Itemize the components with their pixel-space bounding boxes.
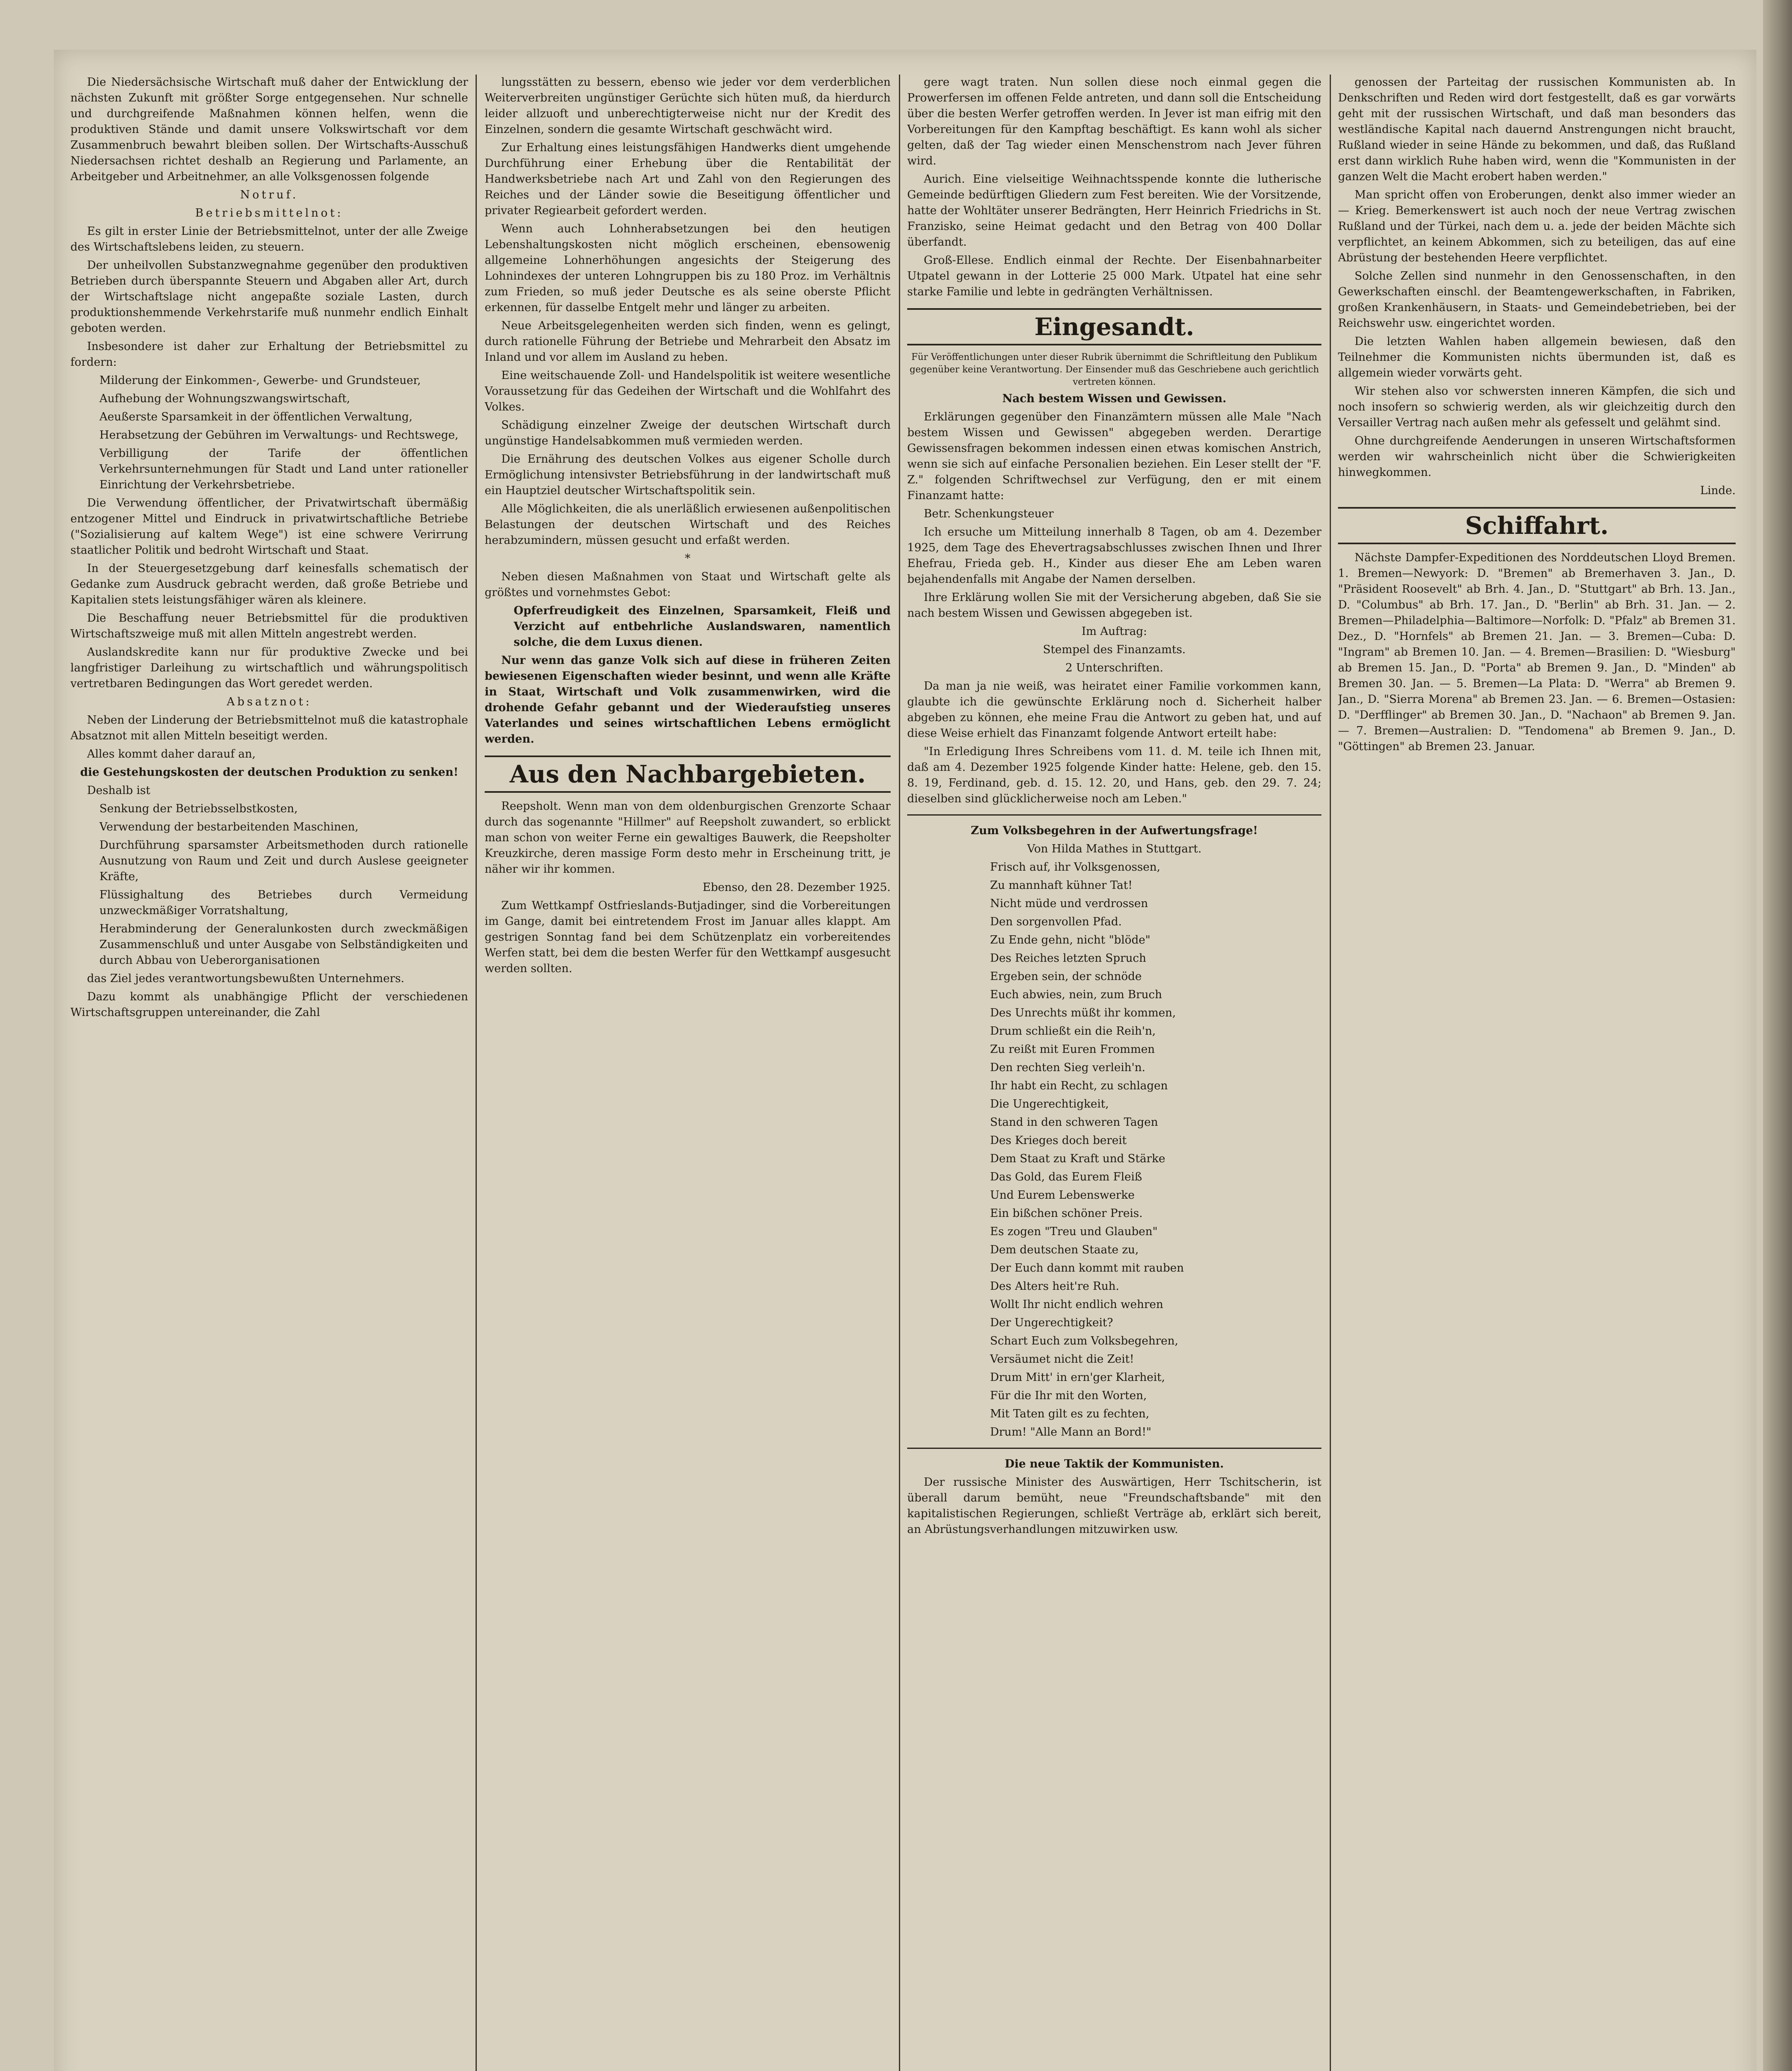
paragraph: Betr. Schenkungsteuer [924, 507, 1054, 520]
article-subtitle: Nach bestem Wissen und Gewissen. [1002, 392, 1227, 405]
poem-line: Es zogen "Treu und Glauben" [990, 1225, 1158, 1238]
paragraph: genossen der Parteitag der russischen Kommunisten ab. In Denkschriften und Reden wird dort festgestellt, daß es gar vorwärts geht mit der russischen Wirtschaft, und daß man besonders das westländische Kapital nach dauernd Anstrengungen nicht braucht, Rußland wieder in seine Hände zu bekommen, und daß, das Rußland erst dann wirklich Ruhe haben wird, wenn die "Kommunisten in der ganzen Welt die Macht erobert haben werden." [1338, 76, 1736, 183]
poem-line: Frisch auf, ihr Volksgenossen, [990, 861, 1161, 874]
poem-line: Mit Taten gilt es zu fechten, [990, 1407, 1150, 1420]
paragraph: Ohne durchgreifende Aenderungen in unseren Wirtschaftsformen werden wir wahrscheinlich nicht über die Schwierigkeiten hinwegkommen. [1338, 434, 1736, 479]
paragraph: Es gilt in erster Linie der Betriebsmittelnot, unter der alle Zweige des Wirtschaftslebens leiden, zu steuern. [70, 225, 468, 253]
paragraph: Zur Erhaltung eines leistungsfähigen Handwerks dient umgehende Durchführung einer Erhebung über die Rentabilität der Handwerksbetriebe nach Art und Zahl von den Regierungen des Reiches und der Länder sowie die Beseitigung öffentlicher und privater Regiearbeit gefordert werden. [485, 141, 891, 217]
poem-line: Der Euch dann kommt mit rauben [990, 1262, 1184, 1274]
paragraph: Neben diesen Maßnahmen von Staat und Wirtschaft gelte als größtes und vornehmstes Gebot: [485, 570, 891, 599]
author-signature: Linde. [1700, 484, 1736, 497]
schiffahrt-title: Schiffahrt. [1338, 507, 1736, 544]
paragraph: Erklärungen gegenüber den Finanzämtern müssen alle Male "Nach bestem Wissen und Gewissen" abgegeben werden. Derartige Gewissensfragen bekommen indessen einen etwas komischen Anstrich, wenn sie sich auf einfache Personalien beziehen. Ein Leser stellt der "F. Z." folgenden Schriftwechsel zur Verfügung, den er mit einem Finanzamt hatte: [907, 410, 1321, 502]
column-divider [899, 75, 900, 2071]
paragraph: Eine weitschauende Zoll- und Handelspolitik ist weitere wesentliche Voraussetzung für das Gedeihen der Wirtschaft und die Wohlfahrt des Volkes. [485, 369, 891, 413]
paragraph: Nächste Dampfer-Expeditionen des Norddeutschen Lloyd Bremen. 1. Bremen—Newyork: D. "Bremen" ab Bremerhaven 3. Jan., D. "Präsident Roosevelt" ab Brh. 4. Jan., D. "Stuttgart" ab Brh. 13. Jan., D. "Columbus" ab Brh. 17. Jan., D. "Berlin" ab Brh. 31. Jan. — 2. Bremen—Philadelphia—Baltimore—Norfolk: D. "Pfalz" ab Bremen 31. Dez., D. "Hornfels" ab Bremen 21. Jan. — 3. Bremen—Cuba: D. "Ingram" ab Bremen 10. Jan. — 4. Bremen—Brasilien: D. "Wiesburg" ab Bremen 15. Jan., D. "Porta" ab Bremen 9. Jan., D. "Minden" ab Bremen 30. Jan. — 5. Bremen—La Plata: D. "Werra" ab Bremen 9. Jan., D. "Sierra Morena" ab Bremen 23. Jan. — 6. Bremen—Ostasien: D. "Derfflinger" ab Bremen 30. Jan., D. "Nachaon" ab Bremen 9. Jan. — 7. Bremen—Australien: D. "Tendomena" ab Bremen 9. Jan., D. "Göttingen" ab Bremen 23. Januar. [1338, 551, 1736, 753]
paragraph: Wenn auch Lohnherabsetzungen bei den heutigen Lebenshaltungskosten nicht möglich erscheinen, ebensowenig allgemeine Lohnerhöhungen angesichts der Steigerung des Lohnindexes der unteren Lohngruppen bis zu 180 Proz. im Verhältnis zum Frieden, so muß jeder Deutsche es als seine oberste Pflicht erkennen, für dasselbe Entgelt mehr und länger zu arbeiten. [485, 222, 891, 314]
signature-line: Im Auftrag: [1082, 625, 1147, 638]
newspaper-page [54, 50, 1756, 2071]
paragraph: Die Ernährung des deutschen Volkes aus eigener Scholle durch Ermöglichung intensivster Betriebsführung in der landwirtschaft muß ein Hauptziel deutscher Wirtschaftspolitik sein. [485, 453, 891, 497]
poem-line: Für die Ihr mit den Worten, [990, 1389, 1147, 1402]
column-2 [485, 75, 891, 2071]
section-subheading: Absatznot: [227, 695, 312, 708]
poem-line: Das Gold, das Eurem Fleiß [990, 1171, 1142, 1183]
list-item: Herabminderung der Generalunkosten durch zweckmäßigen Zusammenschluß und unter Ausgabe von Selbständigkeiten und durch Abbau von Ueberorganisationen [99, 922, 468, 967]
paragraph: Die Beschaffung neuer Betriebsmittel für die produktiven Wirtschaftszweige muß mit allen Mitteln angestrebt werden. [70, 612, 468, 640]
paragraph: "In Erledigung Ihres Schreibens vom 11. d. M. teile ich Ihnen mit, daß am 4. Dezember 1925 folgende Kinder hatte: Helene, geb. den 15. 8. 19, Ferdinand, geb. d. 15. 12. 20, und Hans, geb. den 29. 7. 24; dieselben sind glücklicherweise noch am Leben." [907, 745, 1321, 805]
poem-author: Von Hilda Mathes in Stuttgart. [1027, 842, 1202, 855]
dateline: Ebenso, den 28. Dezember 1925. [703, 881, 891, 894]
paragraph: lungsstätten zu bessern, ebenso wie jeder vor dem verderblichen Weiterverbreiten ungünstiger Gerüchte sich hüten muß, da hierdurch leider allzuoft und unberechtigterweise nicht nur der Kredit des Einzelnen, sondern die gesamte Wirtschaft geschwächt wird. [485, 76, 891, 136]
section-heading: Notruf. [240, 188, 299, 201]
poem-line: Zu reißt mit Euren Frommen [990, 1043, 1155, 1056]
poem-title: Zum Volksbegehren in der Aufwertungsfrage! [971, 824, 1258, 837]
paragraph: Auslandskredite kann nur für produktive Zwecke und bei langfristiger Darleihung zu wirtschaftlich und währungspolitisch vertretbaren Bedingungen das Wort geredet werden. [70, 646, 468, 690]
poem-line: Nicht müde und verdrossen [990, 897, 1148, 910]
poem-line: Drum Mitt' in ern'ger Klarheit, [990, 1371, 1165, 1384]
paragraph: Reepsholt. Wenn man von dem oldenburgischen Grenzorte Schaar durch das sogenannte "Hillmer" auf Reepsholt zuwandert, so erblickt man schon von weiter Ferne ein gewaltiges Bauwerk, die Reepsholter Kreuzkirche, deren massige Form desto mehr in Erscheinung tritt, je näher wir ihr kommen. [485, 800, 891, 876]
page-edge [1763, 0, 1792, 2071]
column-4 [1338, 75, 1736, 2071]
signature-line: 2 Unterschriften. [1065, 661, 1164, 674]
paragraph: Groß-Ellese. Endlich einmal der Rechte. Der Eisenbahnarbeiter Utpatel gewann in der Lotterie 25 000 Mark. Utpatel hat eine sehr starke Familie und lebte in gedrängten Verhältnissen. [907, 254, 1321, 298]
poem-line: Schart Euch zum Volksbegehren, [990, 1335, 1179, 1347]
paragraph: Alles kommt daher darauf an, [87, 748, 256, 760]
paragraph: Nur wenn das ganze Volk sich auf diese in früheren Zeiten bewiesenen Eigenschaften wieder besinnt, und wenn alle Kräfte in Staat, Wirtschaft und Volk zusammenwirken, wird die drohende Gefahr gebannt und der Wiederaufstieg unseres Vaterlandes und seines wirtschaftlichen Lebens ermöglicht werden. [485, 654, 891, 746]
poem-line: Zu Ende gehn, nicht "blöde" [990, 934, 1151, 946]
poem-line: Dem deutschen Staate zu, [990, 1243, 1139, 1256]
poem-line: Drum! "Alle Mann an Bord!" [990, 1426, 1152, 1439]
editorial-note: Für Veröffentlichungen unter dieser Rubrik übernimmt die Schriftleitung den Publikum gegenüber keine Verantwortung. Der Einsender muß das Geschriebene auch gerichtlich vertreten können. [909, 352, 1319, 387]
poem-line: Stand in den schweren Tagen [990, 1116, 1158, 1129]
poem-line: Drum schließt ein die Reih'n, [990, 1025, 1156, 1038]
paragraph: Ihre Erklärung wollen Sie mit der Versicherung abgeben, daß Sie sie nach bestem Wissen und Gewissen abgegeben ist. [907, 591, 1321, 620]
column-3 [907, 75, 1321, 2071]
section-subheading: Betriebsmittelnot: [195, 207, 343, 220]
separator-asterisk: * [685, 552, 691, 565]
list-item: Durchführung sparsamster Arbeitsmethoden durch rationelle Ausnutzung von Raum und Zeit und durch Auslese geeigneter Kräfte, [99, 839, 468, 883]
paragraph: Da man ja nie weiß, was heiratet einer Familie vorkommen kann, glaubte ich die gewünschte Erklärung noch d. Sicherheit halber abgeben zu können, ehe meine Frau die Antwort zu geben hat, und auf diese Weise erhielt das Finanzamt folgende Antwort erteilt habe: [907, 680, 1321, 740]
paragraph: Solche Zellen sind nunmehr in den Genossenschaften, in den Gewerkschaften einschl. der Beamtengewerkschaften, in Fabriken, großen Krankenhäusern, in Staats- und Gemeindebetrieben, bei der Reichswehr usw. eingerichtet worden. [1338, 270, 1736, 330]
poem-line: Den sorgenvollen Pfad. [990, 915, 1122, 928]
emphasis: die Gestehungskosten der deutschen Produktion zu senken! [80, 766, 459, 779]
list-item: Verbilligung der Tarife der öffentlichen Verkehrsunternehmungen für Stadt und Land unter rationeller Einrichtung der Verkehrsbetriebe. [99, 447, 468, 491]
divider [907, 1448, 1321, 1449]
paragraph: Insbesondere ist daher zur Erhaltung der Betriebsmittel zu fordern: [70, 340, 468, 369]
paragraph: Ich ersuche um Mitteilung innerhalb 8 Tagen, ob am 4. Dezember 1925, dem Tage des Ehevertragsabschlusses zwischen Ihnen und Ihrer Ehefrau, Frieda geb. H., Kinder aus dieser Ehe am Leben waren bejahendenfalls mit Angabe der Namen derselben. [907, 526, 1321, 586]
list-item: Aeußerste Sparsamkeit in der öffentlichen Verwaltung, [99, 410, 413, 423]
eingesandt-title: Eingesandt. [907, 308, 1321, 345]
list-item: Herabsetzung der Gebühren im Verwaltungs- und Rechtswege, [99, 429, 459, 442]
poem-line: Und Eurem Lebenswerke [990, 1189, 1135, 1202]
list-item: Senkung der Betriebsselbstkosten, [99, 802, 298, 815]
poem-line: Des Alters heit're Ruh. [990, 1280, 1119, 1293]
poem-line: Wollt Ihr nicht endlich wehren [990, 1298, 1164, 1311]
column-divider [476, 75, 477, 2071]
paragraph: Zum Wettkampf Ostfrieslands-Butjadinger, sind die Vorbereitungen im Gange, damit bei eintretendem Frost im Januar alles klappt. Am gestrigen Sonntag fand bei dem Schützenplatz ein vorbereitendes Werfen statt, bei dem die besten Werfer für den Wettkampf ausgesucht werden sollten. [485, 899, 891, 975]
list-item: Verwendung der bestarbeitenden Maschinen, [99, 821, 359, 833]
list-item: Aufhebung der Wohnungszwangswirtschaft, [99, 392, 350, 405]
paragraph: Deshalb ist [87, 784, 150, 797]
divider [907, 814, 1321, 816]
poem [907, 859, 1321, 1440]
paragraph: Die Niedersächsische Wirtschaft muß daher der Entwicklung der nächsten Zukunft mit größter Sorge entgegensehen. Nur schnelle und durchgreifende Maßnahmen können helfen, wenn die produktiven Stände und damit unsere Volkswirtschaft vor dem Zusammenbruch bewahrt bleiben sollen. Der Wirtschafts-Ausschuß Niedersachsen richtet deshalb an Regierung und Parlamente, an Arbeitgeber und Arbeitnehmer, an alle Volksgenossen folgende [70, 76, 468, 183]
column-divider [1330, 75, 1331, 2071]
list-item: Flüssighaltung des Betriebes durch Vermeidung unzweckmäßiger Vorratshaltung, [99, 888, 468, 917]
poem-line: Versäumet nicht die Zeit! [990, 1353, 1134, 1366]
poem-line: Des Reiches letzten Spruch [990, 952, 1147, 965]
section-title: Aus den Nachbargebieten. [485, 756, 891, 793]
poem-line: Des Krieges doch bereit [990, 1134, 1127, 1147]
poem-line: Euch abwies, nein, zum Bruch [990, 988, 1162, 1001]
poem-line: Ergeben sein, der schnöde [990, 970, 1142, 983]
poem-line: Des Unrechts müßt ihr kommen, [990, 1007, 1176, 1019]
poem-line: Ihr habt ein Recht, zu schlagen [990, 1079, 1168, 1092]
paragraph: Alle Möglichkeiten, die als unerläßlich erwiesenen außenpolitischen Belastungen der deutschen Wirtschaft und des Reiches herabzumindern, müssen gesucht und erfaßt werden. [485, 502, 891, 547]
paragraph: Neben der Linderung der Betriebsmittelnot muß die katastrophale Absatznot mit allen Mitteln beseitigt werden. [70, 714, 468, 742]
poem-line: Ein bißchen schöner Preis. [990, 1207, 1143, 1220]
paragraph: Schädigung einzelner Zweige der deutschen Wirtschaft durch ungünstige Handelsabkommen muß vermieden werden. [485, 419, 891, 447]
paragraph: gere wagt traten. Nun sollen diese noch einmal gegen die Prowerfersen im offenen Felde antreten, und dann soll die Entscheidung über die besten Werfer getroffen werden. In Jever ist man eifrig mit den Vorbereitungen für den Kampftag beschäftigt. Es kann wohl als sicher gelten, daß der Tag wieder einen Menschenstrom nach Jever führen wird. [907, 76, 1321, 167]
poem-line: Der Ungerechtigkeit? [990, 1316, 1113, 1329]
poem-line: Zu mannhaft kühner Tat! [990, 879, 1133, 892]
signature-line: Stempel des Finanzamts. [1043, 643, 1186, 656]
poem-line: Die Ungerechtigkeit, [990, 1098, 1109, 1110]
paragraph: Dazu kommt als unabhängige Pflicht der verschiedenen Wirtschaftsgruppen untereinander, die Zahl [70, 990, 468, 1019]
paragraph: Der russische Minister des Auswärtigen, Herr Tschitscherin, ist überall darum bemüht, neue "Freundschaftsbande" mit den kapitalistischen Regierungen, schließt Verträge ab, erklärt sich bereit, an Abrüstungsverhandlungen mitzuwirken usw. [907, 1476, 1321, 1536]
paragraph: Wir stehen also vor schwersten inneren Kämpfen, die sich und noch insofern so schwierig werden, als wir gleichzeitig durch den Versailler Vertrag nach außen mehr als gefesselt und gelähmt sind. [1338, 385, 1736, 429]
paragraph: Die Verwendung öffentlicher, der Privatwirtschaft übermäßig entzogener Mittel und Eindruck in privatwirtschaftliche Betriebe ("Sozialisierung auf kaltem Wege") ist eine schwere Verirrung staatlicher Politik und bedroht Wirtschaft und Staat. [70, 497, 468, 557]
paragraph: Die letzten Wahlen haben allgemein bewiesen, daß den Teilnehmer die Kommunisten nichts übermunden ist, daß es allgemein wieder vorwärts geht. [1338, 335, 1736, 379]
paragraph: Aurich. Eine vielseitige Weihnachtsspende konnte die lutherische Gemeinde bedürftigen Gliedern zum Fest bereiten. Wie der Vorsitzende, hatte der Wohltäter unserer Bedrängten, Herr Heinrich Friedrichs in St. Franzisko, seine Heimat gedacht und den Betrag von 400 Dollar überfandt. [907, 173, 1321, 249]
list-item: Milderung der Einkommen-, Gewerbe- und Grundsteuer, [99, 374, 421, 387]
paragraph: In der Steuergesetzgebung darf keinesfalls schematisch der Gedanke zum Ausdruck gebracht werden, daß große Betriebe und Kapitalien stets leistungsfähiger wären als kleinere. [70, 562, 468, 606]
column-1 [70, 75, 468, 2071]
paragraph: Man spricht offen von Eroberungen, denkt also immer wieder an — Krieg. Bemerkenswert ist auch noch der neue Vertrag zwischen Rußland und der Türkei, nach dem u. a. jede der beiden Mächte sich verpflichtet, an keinem Abkommen, sich zu beteiligen, das auf eine Abrüstung der bestehenden Heere verpflichtet. [1338, 188, 1736, 264]
paragraph: Neue Arbeitsgelegenheiten werden sich finden, wenn es gelingt, durch rationelle Führung der Betriebe und Mehrarbeit den Absatz im Inland und vor allem im Ausland zu heben. [485, 319, 891, 364]
paragraph: das Ziel jedes verantwortungsbewußten Unternehmers. [87, 972, 405, 985]
paragraph: Der unheilvollen Substanzwegnahme gegenüber den produktiven Betrieben durch überspannte Steuern und Abgaben aller Art, durch der Wirtschaftslage nicht angepaßte soziale Lasten, durch produktionshemmende Verkehrstarife muß nunmehr endlich Einhalt geboten werden. [70, 259, 468, 335]
poem-line: Den rechten Sieg verleih'n. [990, 1061, 1145, 1074]
list-item: Opferfreudigkeit des Einzelnen, Sparsamkeit, Fleiß und Verzicht auf entbehrliche Auslandswaren, namentlich solche, die dem Luxus dienen. [514, 604, 891, 649]
article-title: Die neue Taktik der Kommunisten. [1005, 1458, 1224, 1470]
poem-line: Dem Staat zu Kraft und Stärke [990, 1152, 1165, 1165]
